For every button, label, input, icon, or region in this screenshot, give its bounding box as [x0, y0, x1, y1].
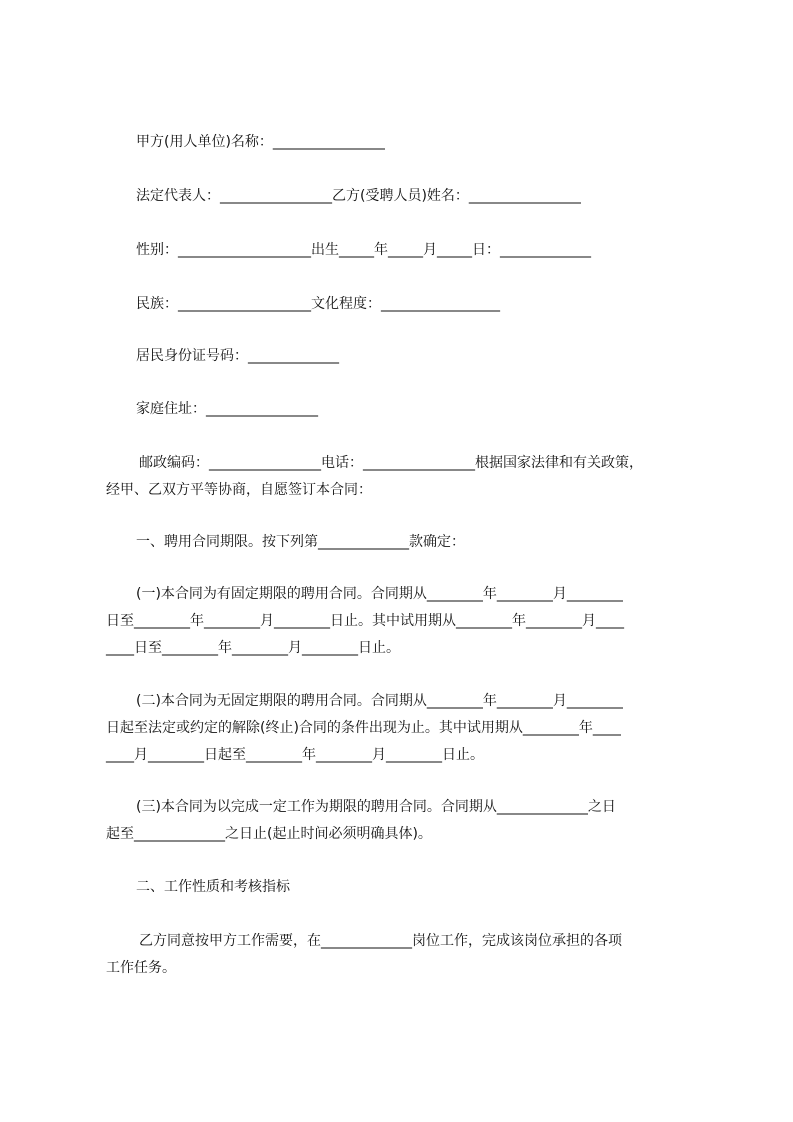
id-number-line: 居民身份证号码：_____________	[136, 348, 339, 364]
employer-name-line: 甲方(用人单位)名称：________________	[136, 134, 385, 150]
clause-open-term-line-2: 日起至法定或约定的解除(终止)合同的条件出现为止。其中试用期从________年____	[106, 720, 621, 736]
clause-task-term-line-2: 起至_____________之日止(起止时间必须明确具体)。	[106, 826, 432, 842]
agreement-intro-line: 经甲、乙双方平等协商，自愿签订本合同：	[106, 482, 372, 498]
ethnicity-education-line: 民族：___________________文化程度：_________________	[136, 296, 500, 312]
postcode-phone-line: 邮政编码：________________电话：________________根据国家法律和有关政策，	[139, 455, 643, 471]
representative-employee-line: 法定代表人：________________乙方(受聘人员)姓名：________________	[136, 188, 581, 204]
work-duty-line-2: 工作任务。	[106, 960, 176, 976]
section-two-heading: 二、工作性质和考核指标	[136, 879, 290, 895]
work-duty-line-1: 乙方同意按甲方工作需要，在_____________岗位工作，完成该岗位承担的各项	[139, 933, 622, 949]
gender-birth-line: 性别：___________________出生_____年_____月_____日：_____________	[136, 242, 591, 258]
clause-fixed-term-line-1: (一)本合同为有固定期限的聘用合同。合同期从________年________月________	[136, 586, 623, 602]
clause-open-term-line-3: ____月________日起至________年________月________日止。	[106, 747, 484, 763]
clause-fixed-term-line-3: ____日至________年________月________日止。	[106, 640, 400, 656]
home-address-line: 家庭住址：________________	[136, 401, 318, 417]
section-one-heading: 一、聘用合同期限。按下列第_____________款确定：	[136, 534, 465, 550]
clause-open-term-line-1: (二)本合同为无固定期限的聘用合同。合同期从________年________月________	[136, 693, 623, 709]
clause-task-term-line-1: (三)本合同为以完成一定工作为期限的聘用合同。合同期从_____________之日	[136, 799, 616, 815]
clause-fixed-term-line-2: 日至________年________月________日止。其中试用期从________年________月____	[106, 613, 624, 629]
